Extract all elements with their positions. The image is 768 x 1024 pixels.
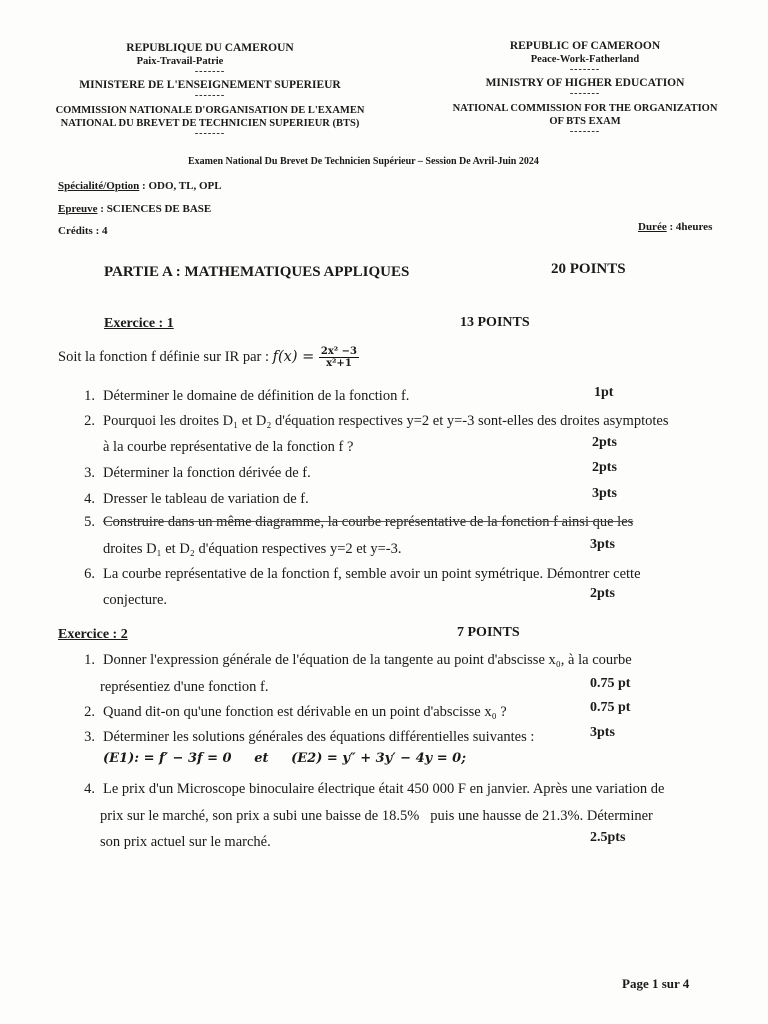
ex1-q1 (73, 383, 409, 409)
ex1-q6 (73, 561, 713, 587)
ex1-q2-cont: à la courbe représentative de la fonction f ? (103, 439, 354, 455)
specialite-line (58, 180, 222, 192)
q-text: Déterminer le domaine de définition de la fonction f. (103, 388, 410, 404)
part-a-title: PARTIE A : MATHEMATIQUES APPLIQUES (104, 264, 410, 280)
ex1-q4-points: 3pts (592, 486, 617, 501)
header-french (50, 42, 370, 138)
ex2-q4-points: 2.5pts (590, 830, 626, 845)
function-label: f(x) = (272, 349, 319, 365)
q-text: Pourquoi les droites D₁ et D₂ d'équation respectives y=2 et y=-3 sont-elles des droites asymptotes (103, 413, 669, 429)
ex1-q1-points: 1pt (594, 385, 614, 400)
q-number: 4. (84, 781, 95, 797)
function-fraction (319, 346, 359, 369)
exam-title: Examen National Du Brevet De Technicien Supérieur – Session De Avril-Juin 2024 (188, 156, 539, 167)
exercise1-points: 13 POINTS (460, 315, 530, 330)
header-english (440, 40, 730, 136)
intro-text: Soit la fonction f définie sur IR par : (58, 349, 273, 365)
ex1-q5-cont: droites D₁ et D₂ d'équation respectives y=2 et y=-3. (103, 541, 402, 557)
country-fr: REPUBLIQUE DU CAMEROUN (126, 42, 294, 54)
epreuve-label: Epreuve (58, 203, 98, 215)
commission-en-line2: OF BTS EXAM (549, 116, 621, 127)
ex2-q1-points: 0.75 pt (590, 676, 631, 691)
ex1-q2 (73, 408, 713, 434)
ex1-q5 (73, 509, 713, 535)
separator: ------- (194, 90, 226, 101)
ex2-differential-equations: (E1): = f′ − 3f = 0 et (E2) = y″ + 3y′ − 4y = 0; (103, 751, 466, 766)
q-text: La courbe représentative de la fonction f, semble avoir un point symétrique. Démontrer cette (103, 566, 641, 582)
ex1-q6-cont: conjecture. (103, 592, 168, 608)
ex1-q6-points: 2pts (590, 586, 615, 601)
ministry-fr: MINISTERE DE L'ENSEIGNEMENT SUPERIEUR (79, 79, 341, 91)
ex1-q3-points: 2pts (592, 460, 617, 475)
duree-line (638, 221, 712, 233)
ex2-q1-cont: représentiez d'une fonction f. (100, 679, 269, 695)
q-text: Le prix d'un Microscope binoculaire électrique était 450 000 F en janvier. Après une variation de (103, 781, 665, 797)
exercise2-points: 7 POINTS (457, 625, 520, 640)
ex2-q4-cont1: prix sur le marché, son prix a subi une baisse de 18.5% puis une hausse de 21.3%. Déterminer (100, 808, 653, 824)
separator: ------- (194, 128, 226, 139)
duree-value: : 4heures (666, 221, 713, 233)
separator: ------- (569, 88, 601, 99)
q-text: Déterminer la fonction dérivée de f. (103, 465, 311, 481)
q-number: 6. (84, 566, 95, 582)
q-number: 3. (84, 465, 95, 481)
country-en: REPUBLIC OF CAMEROON (509, 40, 661, 52)
motto-fr: Paix-Travail-Patrie (136, 56, 224, 67)
q-number: 3. (84, 729, 95, 745)
separator: ------- (194, 66, 226, 77)
specialite-value: : ODO, TL, OPL (139, 180, 222, 192)
epreuve-value: : SCIENCES DE BASE (97, 203, 212, 215)
duree-label: Durée (638, 221, 667, 233)
q-number: 1. (84, 388, 95, 404)
ex2-q2 (73, 699, 507, 725)
credits: Crédits : 4 (58, 225, 108, 237)
epreuve-line (58, 203, 211, 215)
q-number: 1. (84, 652, 95, 668)
commission-fr-line2: NATIONAL DU BREVET DE TECHNICIEN SUPERIEUR (BTS) (60, 118, 360, 129)
separator: ------- (569, 64, 601, 75)
q-text: Construire dans un même diagramme, la courbe représentative de la fonction f ainsi que les (103, 514, 634, 530)
q-text: Dresser le tableau de variation de f. (103, 491, 309, 507)
exercise1-intro (58, 344, 359, 370)
q-number: 5. (84, 514, 95, 530)
ex1-q3 (73, 460, 311, 486)
ex1-q5-points: 3pts (590, 537, 615, 552)
ex2-q4-cont2: son prix actuel sur le marché. (100, 834, 271, 850)
ex2-q3 (73, 724, 534, 750)
q-number: 4. (84, 491, 95, 507)
ex2-q1 (73, 647, 713, 673)
specialite-label: Spécialité/Option (58, 180, 140, 192)
fraction-denominator: x²+1 (326, 358, 352, 370)
exercise1-title: Exercice : 1 (104, 316, 174, 331)
ex1-q2-points: 2pts (592, 435, 617, 450)
fraction-numerator: 2x² −3 (320, 346, 357, 358)
q-text: Déterminer les solutions générales des équations différentielles suivantes : (103, 729, 535, 745)
page-number: Page 1 sur 4 (622, 976, 690, 991)
q-text: Quand dit-on qu'une fonction est dérivable en un point d'abscisse x₀ ? (103, 704, 507, 720)
ex2-q3-points: 3pts (590, 725, 615, 740)
q-number: 2. (84, 704, 95, 720)
motto-en: Peace-Work-Fatherland (530, 54, 640, 65)
ex2-q2-points: 0.75 pt (590, 700, 631, 715)
commission-fr-line1: COMMISSION NATIONALE D'ORGANISATION DE L'EXAMEN (55, 105, 365, 116)
part-a-points: 20 POINTS (551, 261, 626, 277)
q-text: Donner l'expression générale de l'équation de la tangente au point d'abscisse x₀, à la courbe (103, 652, 632, 668)
ministry-en: MINISTRY OF HIGHER EDUCATION (485, 77, 685, 89)
exercise2-title: Exercice : 2 (58, 627, 128, 642)
ex2-q4 (73, 776, 713, 802)
commission-en-line1: NATIONAL COMMISSION FOR THE ORGANIZATION (452, 103, 718, 114)
separator: ------- (569, 126, 601, 137)
q-number: 2. (84, 413, 95, 429)
